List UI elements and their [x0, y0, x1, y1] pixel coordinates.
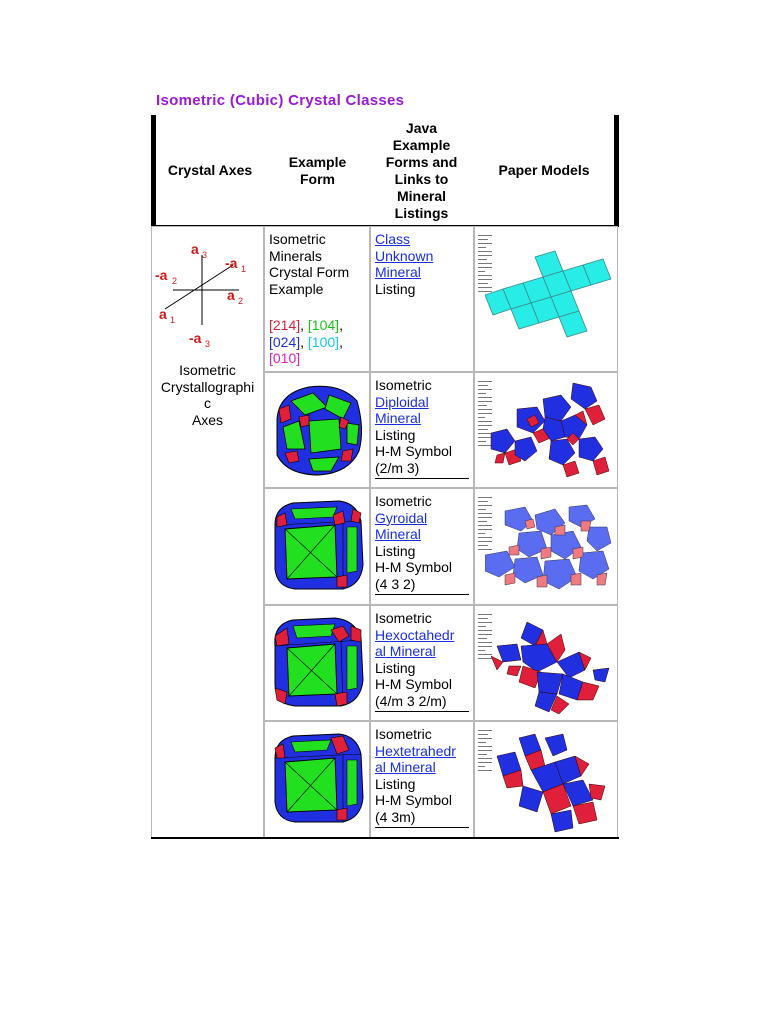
row3-paper-model-cell: [474, 488, 618, 605]
svg-text:3: 3: [202, 250, 208, 260]
axes-caption: Isometric Crystallographi c Axes: [160, 362, 255, 428]
hm-symbol-diploidal: (2/m 3): [375, 459, 420, 476]
row2-example-cell: [264, 372, 370, 488]
hm-symbol-hextetrahedral: (4 3m): [375, 808, 416, 825]
header-right-rule: [614, 115, 619, 227]
header-example-form: Example Form: [288, 153, 347, 187]
row4-paper-model-cell: [474, 605, 618, 721]
hm-symbol-hexoctahedral: (4/m 3 2/m): [375, 692, 447, 709]
row4-java-cell: Isometric Hexoctahedr al Mineral Listing H-M Symbol (4/m 3 2/m): [370, 605, 474, 721]
row1-paper-model-cell: [474, 226, 618, 372]
paper-model-notes: [478, 730, 492, 774]
gyroidal-mineral-link[interactable]: Gyroidal Mineral: [375, 509, 428, 543]
header-java-forms: Java Example Forms and Links to Mineral Listings: [385, 119, 458, 221]
row2-java-cell: Isometric Diploidal Mineral Listing H-M Symbol (2/m 3): [370, 372, 474, 488]
gyroidal-crystal-image: [269, 495, 367, 595]
label-neg-a1: -a: [225, 255, 238, 271]
row5-paper-model-cell: [474, 721, 618, 839]
label-neg-a2: -a: [155, 267, 168, 283]
hextetrahedral-crystal-image: [269, 728, 367, 828]
label-a3: a: [191, 241, 199, 257]
page-title: Isometric (Cubic) Crystal Classes: [156, 92, 405, 109]
row1-example-text: Isometric Minerals Crystal Form Example: [269, 231, 350, 297]
label-a2: a: [227, 287, 235, 303]
row3-example-cell: [264, 488, 370, 605]
svg-text:2: 2: [172, 276, 178, 286]
miller-indices: [214], [104], [024], [100], [010]: [269, 317, 343, 367]
label-neg-a3: -a: [189, 330, 202, 346]
row4-example-cell: [264, 605, 370, 721]
hm-symbol-gyroidal: (4 3 2): [375, 575, 416, 592]
svg-text:1: 1: [241, 264, 247, 274]
row5-java-cell: Isometric Hextetrahedr al Mineral Listing H-M Symbol (4 3m): [370, 721, 474, 839]
row3-java-cell: Isometric Gyroidal Mineral Listing H-M Symbol (4 3 2): [370, 488, 474, 605]
diploidal-mineral-link[interactable]: Diploidal Mineral: [375, 393, 429, 427]
diploidal-net-model: [487, 379, 615, 483]
label-a1: a: [159, 306, 167, 322]
crystal-classes-table: [151, 115, 619, 839]
svg-text:2: 2: [238, 296, 244, 306]
table-bottom-rule: [151, 837, 619, 839]
class-unknown-mineral-link[interactable]: Class Unknown Mineral: [375, 231, 434, 281]
svg-text:1: 1: [170, 315, 176, 325]
crystal-axes-diagram: [155, 231, 259, 349]
svg-text:3: 3: [205, 339, 211, 349]
hexoctahedral-mineral-link[interactable]: Hexoctahedr al Mineral: [375, 626, 455, 660]
row5-example-cell: [264, 721, 370, 839]
row1-example-cell: [264, 226, 370, 372]
hextetrahedral-net-model: [493, 730, 609, 834]
gyroidal-net-model: [485, 497, 615, 601]
hexoctahedral-crystal-image: [269, 612, 367, 712]
row1-java-cell: Class Unknown Mineral Listing: [370, 226, 474, 372]
cube-net-model: [485, 247, 615, 357]
diploidal-crystal-image: [269, 379, 367, 479]
hexoctahedral-net-model: [487, 616, 615, 716]
hextetrahedral-mineral-link[interactable]: Hextetrahedr al Mineral: [375, 742, 456, 776]
header-crystal-axes: Crystal Axes: [167, 162, 253, 178]
crystal-axes-cell: [151, 226, 264, 839]
header-paper-models: Paper Models: [498, 162, 590, 178]
row2-paper-model-cell: [474, 372, 618, 488]
